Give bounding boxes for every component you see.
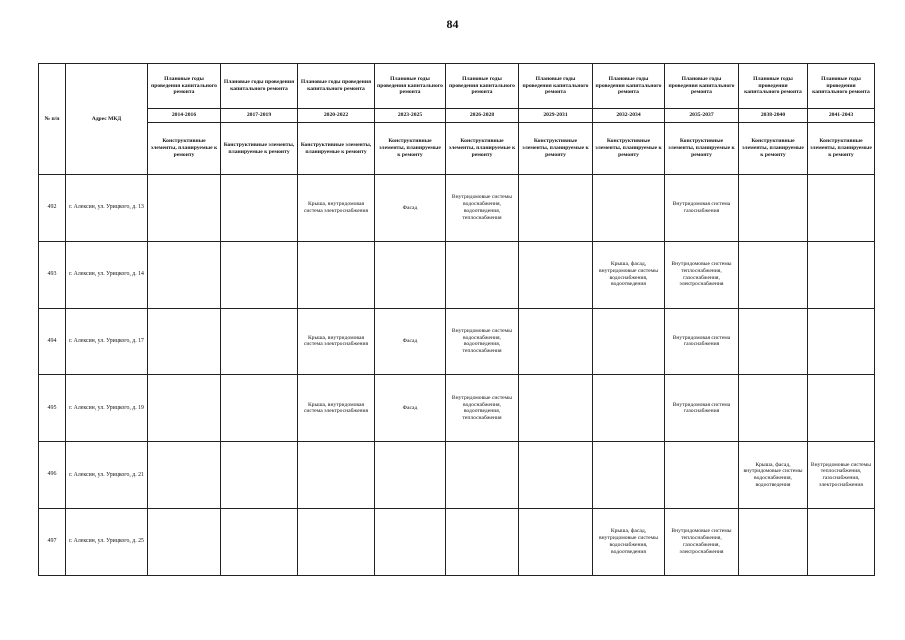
- period-years: 2038-2040: [739, 109, 808, 123]
- repair-elements-cell: [375, 442, 446, 509]
- repair-elements-cell: [593, 375, 665, 442]
- period-title: Плановые годы проведения капитального ремонта: [808, 64, 875, 109]
- repair-elements-cell: [519, 175, 593, 242]
- period-elements-label: Конструктивные элементы, планируемые к ремонту: [665, 123, 739, 175]
- table-row: [39, 442, 875, 509]
- repair-elements-cell: [519, 508, 593, 575]
- row-number: 494: [39, 308, 66, 375]
- repair-elements-cell: [739, 308, 808, 375]
- row-number: 493: [39, 241, 66, 308]
- period-title: Плановые годы проведения капитального ремонта: [221, 64, 298, 109]
- repair-elements-cell: [739, 241, 808, 308]
- repair-elements-cell: [519, 308, 593, 375]
- period-years: 2035-2037: [665, 109, 739, 123]
- repair-elements-cell: Внутридомовые системы водоснабжения, водоотведения, теплоснабжения: [446, 375, 519, 442]
- repair-elements-cell: [593, 175, 665, 242]
- period-elements-label: Конструктивные элементы, планируемые к ремонту: [808, 123, 875, 175]
- period-title: Плановые годы проведения капитального ремонта: [148, 64, 221, 109]
- repair-elements-cell: Внутридомовая система газоснабжения: [665, 375, 739, 442]
- period-years: 2029-2031: [519, 109, 593, 123]
- repair-elements-cell: [221, 241, 298, 308]
- row-address: г. Алексин, ул. Урицкого, д. 13: [66, 175, 148, 242]
- table-row: [39, 375, 875, 442]
- repair-elements-cell: Внутридомовые системы теплоснабжения, газоснабжения, электроснабжения: [665, 508, 739, 575]
- row-number: 497: [39, 508, 66, 575]
- repair-elements-cell: Крыша, фасад, внутридомовые системы водоснабжения, водоотведения: [593, 508, 665, 575]
- repair-elements-cell: Крыша, фасад, внутридомовые системы водоснабжения, водоотведения: [593, 241, 665, 308]
- repair-elements-cell: Крыша, внутридомовая система электроснабжения: [298, 375, 375, 442]
- row-number: 492: [39, 175, 66, 242]
- period-years: 2020-2022: [298, 109, 375, 123]
- repair-elements-cell: Крыша, фасад, внутридомовые системы водоснабжения, водоотведения: [739, 442, 808, 509]
- repair-schedule-table: [38, 63, 875, 576]
- period-years: 2032-2034: [593, 109, 665, 123]
- repair-elements-cell: [375, 508, 446, 575]
- period-title: Плановые годы проведения капитального ремонта: [446, 64, 519, 109]
- period-title: Плановые годы проведения капитального ремонта: [593, 64, 665, 109]
- table-row: [39, 308, 875, 375]
- repair-elements-cell: [519, 442, 593, 509]
- page-number: 84: [446, 17, 459, 31]
- repair-elements-cell: [446, 442, 519, 509]
- repair-elements-cell: [148, 308, 221, 375]
- repair-elements-cell: [148, 508, 221, 575]
- repair-elements-cell: [221, 375, 298, 442]
- period-title: Плановые годы проведения капитального ремонта: [665, 64, 739, 109]
- period-elements-label: Конструктивные элементы, планируемые к ремонту: [446, 123, 519, 175]
- header-address: Адрес МКД: [66, 64, 148, 175]
- repair-elements-cell: [298, 241, 375, 308]
- repair-elements-cell: [221, 508, 298, 575]
- row-address: г. Алексин, ул. Урицкого, д. 25: [66, 508, 148, 575]
- period-elements-label: Конструктивные элементы, планируемые к ремонту: [593, 123, 665, 175]
- period-years: 2026-2028: [446, 109, 519, 123]
- repair-elements-cell: Крыша, внутридомовая система электроснабжения: [298, 175, 375, 242]
- repair-elements-cell: [739, 375, 808, 442]
- row-number: 496: [39, 442, 66, 509]
- repair-elements-cell: [148, 175, 221, 242]
- repair-elements-cell: [221, 175, 298, 242]
- repair-elements-cell: Крыша, внутридомовая система электроснабжения: [298, 308, 375, 375]
- repair-elements-cell: [148, 375, 221, 442]
- period-years: 2023-2025: [375, 109, 446, 123]
- period-elements-label: Конструктивные элементы, планируемые к ремонту: [221, 123, 298, 175]
- repair-elements-cell: [446, 241, 519, 308]
- row-address: г. Алексин, ул. Урицкого, д. 21: [66, 442, 148, 509]
- row-number: 495: [39, 375, 66, 442]
- period-elements-label: Конструктивные элементы, планируемые к ремонту: [739, 123, 808, 175]
- table-row: [39, 175, 875, 242]
- header-number: № п/п: [39, 64, 66, 175]
- table-row: [39, 508, 875, 575]
- repair-elements-cell: Внутридомовые системы водоснабжения, водоотведения, теплоснабжения: [446, 175, 519, 242]
- repair-elements-cell: [593, 308, 665, 375]
- period-elements-label: Конструктивные элементы, планируемые к ремонту: [298, 123, 375, 175]
- repair-elements-cell: [446, 508, 519, 575]
- row-address: г. Алексин, ул. Урицкого, д. 14: [66, 241, 148, 308]
- period-years: 2014-2016: [148, 109, 221, 123]
- repair-elements-cell: Внутридомовая система газоснабжения: [665, 175, 739, 242]
- repair-elements-cell: [375, 241, 446, 308]
- repair-elements-cell: [808, 308, 875, 375]
- period-title: Плановые годы проведения капитального ремонта: [519, 64, 593, 109]
- repair-elements-cell: [298, 442, 375, 509]
- period-years: 2017-2019: [221, 109, 298, 123]
- repair-elements-cell: Фасад: [375, 375, 446, 442]
- row-address: г. Алексин, ул. Урицкого, д. 19: [66, 375, 148, 442]
- table-row: [39, 241, 875, 308]
- repair-elements-cell: Внутридомовые системы теплоснабжения, газоснабжения, электроснабжения: [665, 241, 739, 308]
- repair-elements-cell: [593, 442, 665, 509]
- period-title: Плановые годы проведения капитального ремонта: [375, 64, 446, 109]
- period-elements-label: Конструктивные элементы, планируемые к ремонту: [375, 123, 446, 175]
- period-elements-label: Конструктивные элементы, планируемые к ремонту: [148, 123, 221, 175]
- repair-elements-cell: [739, 175, 808, 242]
- repair-elements-cell: [808, 508, 875, 575]
- repair-elements-cell: [519, 375, 593, 442]
- repair-elements-cell: [519, 241, 593, 308]
- repair-elements-cell: Внутридомовые системы теплоснабжения, газоснабжения, электроснабжения: [808, 442, 875, 509]
- period-years: 2041-2043: [808, 109, 875, 123]
- period-elements-label: Конструктивные элементы, планируемые к ремонту: [519, 123, 593, 175]
- repair-elements-cell: [808, 375, 875, 442]
- repair-elements-cell: [808, 241, 875, 308]
- repair-elements-cell: [298, 508, 375, 575]
- repair-elements-cell: [221, 442, 298, 509]
- repair-elements-cell: [739, 508, 808, 575]
- repair-elements-cell: [665, 442, 739, 509]
- repair-elements-cell: [808, 175, 875, 242]
- repair-elements-cell: Фасад: [375, 175, 446, 242]
- repair-elements-cell: [148, 442, 221, 509]
- period-title: Плановые годы проведения капитального ремонта: [739, 64, 808, 109]
- row-address: г. Алексин, ул. Урицкого, д. 17: [66, 308, 148, 375]
- period-title: Плановые годы проведения капитального ремонта: [298, 64, 375, 109]
- repair-elements-cell: Внутридомовые системы водоснабжения, водоотведения, теплоснабжения: [446, 308, 519, 375]
- repair-elements-cell: [221, 308, 298, 375]
- repair-elements-cell: Внутридомовая система газоснабжения: [665, 308, 739, 375]
- repair-elements-cell: [148, 241, 221, 308]
- repair-elements-cell: Фасад: [375, 308, 446, 375]
